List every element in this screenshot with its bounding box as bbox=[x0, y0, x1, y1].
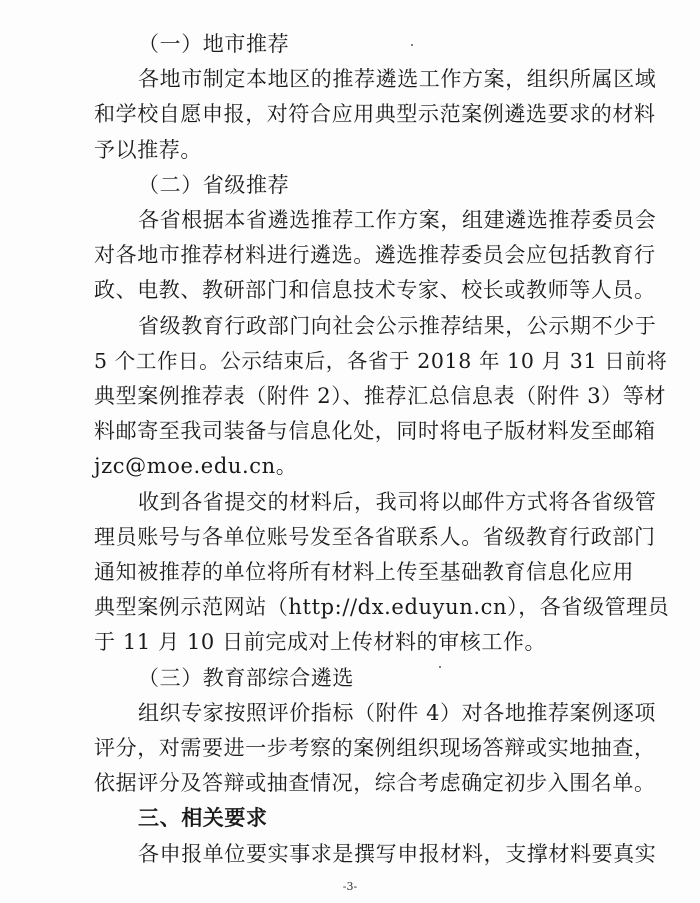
paragraph-line: 收到各省提交的材料后，我司将以邮件方式将各省级管 bbox=[138, 489, 657, 514]
paragraph-line: 各申报单位要实事求是撰写申报材料，支撑材料要真实 bbox=[138, 841, 657, 866]
paragraph-line: 评分，对需要进一步考察的案例组织现场答辩或实地抽查， bbox=[94, 736, 656, 760]
paragraph-line: 和学校自愿申报，对符合应用典型示范案例遴选要求的材料 bbox=[94, 102, 656, 127]
scan-speck bbox=[439, 666, 441, 668]
paragraph-line: 省级教育行政部门向社会公示推荐结果，公示期不少于 bbox=[138, 313, 657, 338]
paragraph-line: 各地市制定本地区的推荐遴选工作方案，组织所属区域 bbox=[138, 67, 657, 92]
scan-speck bbox=[411, 44, 413, 46]
paragraph-line: 典型案例推荐表（附件 2）、推荐汇总信息表（附件 3）等材 bbox=[94, 384, 666, 408]
paragraph-line: 政、电教、教研部门和信息技术专家、校长或教师等人员。 bbox=[94, 278, 656, 303]
section-heading-province: （二）省级推荐 bbox=[138, 172, 290, 197]
paragraph-line: 于 11 月 10 日前完成对上传材料的审核工作。 bbox=[94, 630, 547, 655]
paragraph-line: 5 个工作日。公示结束后，各省于 2018 年 10 月 31 日前将 bbox=[94, 348, 668, 373]
paragraph-line: 对各地市推荐材料进行遴选。遴选推荐委员会应包括教育行 bbox=[94, 243, 656, 268]
page-number: -3- bbox=[342, 880, 358, 893]
paragraph-line: 理员账号与各单位账号发至各省联系人。省级教育行政部门 bbox=[94, 524, 656, 549]
paragraph-line: 依据评分及答辩或抽查情况，综合考虑确定初步入围名单。 bbox=[94, 771, 656, 796]
paragraph-line: 组织专家按照评价指标（附件 4）对各地推荐案例逐项 bbox=[138, 700, 657, 725]
email-address: jzc@moe.edu.cn。 bbox=[94, 454, 298, 479]
paragraph-line: 料邮寄至我司装备与信息化处，同时将电子版材料发至邮箱 bbox=[94, 419, 656, 444]
section-heading-city: （一）地市推荐 bbox=[138, 32, 290, 56]
paragraph-line: 各省根据本省遴选推荐工作方案，组建遴选推荐委员会 bbox=[138, 208, 657, 232]
paragraph-line: 予以推荐。 bbox=[94, 137, 202, 162]
paragraph-line-url: 典型案例示范网站（http://dx.eduyun.cn），各省级管理员 bbox=[94, 595, 670, 620]
paragraph-line: 通知被推荐的单位将所有材料上传至基础教育信息化应用 bbox=[94, 560, 634, 584]
section-heading-requirements: 三、相关要求 bbox=[138, 806, 268, 831]
section-heading-ministry: （三）教育部综合遴选 bbox=[138, 665, 354, 690]
